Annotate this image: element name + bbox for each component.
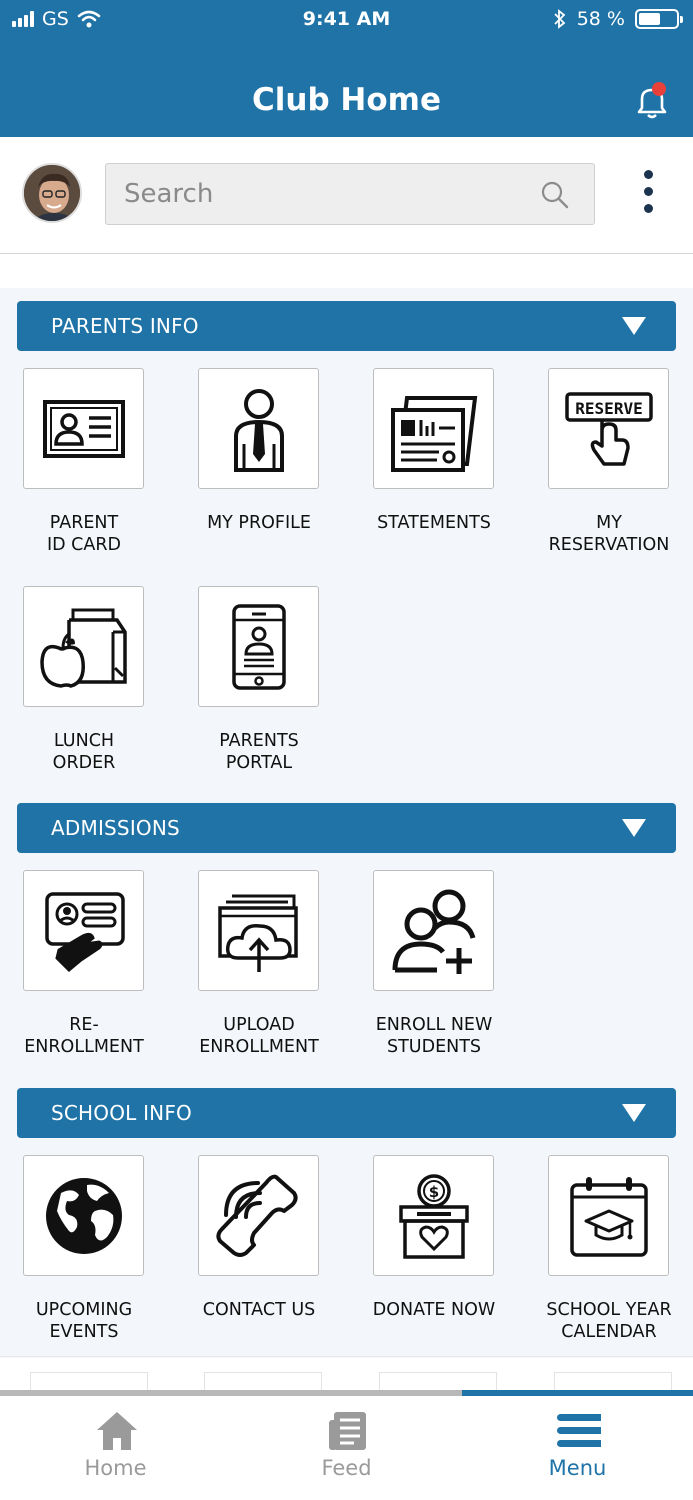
status-bar xyxy=(0,0,693,40)
tile-peek xyxy=(204,1372,322,1392)
caret-down-icon xyxy=(622,317,646,335)
avatar[interactable] xyxy=(22,163,82,223)
more-options-button[interactable] xyxy=(636,170,660,220)
section-header-school-info[interactable] xyxy=(17,1088,676,1138)
search-icon[interactable] xyxy=(540,180,570,210)
tile-peek xyxy=(554,1372,672,1392)
tile-label: LUNCH ORDER xyxy=(52,731,116,773)
tile-label: DONATE NOW xyxy=(372,1300,496,1320)
carrier-label: GS xyxy=(42,8,69,30)
tab-label: Menu xyxy=(548,1456,607,1480)
tile-label: SCHOOL YEAR CALENDAR xyxy=(546,1300,672,1342)
home-icon xyxy=(95,1408,139,1452)
section-header-admissions[interactable] xyxy=(17,803,676,853)
tab-menu[interactable] xyxy=(462,1396,693,1500)
search-box xyxy=(105,163,595,225)
notification-badge xyxy=(652,82,666,96)
tile-label: STATEMENTS xyxy=(377,513,491,533)
tile-label: PARENTS PORTAL xyxy=(219,731,299,773)
battery-percent: 58 % xyxy=(576,8,625,30)
id-card-icon xyxy=(39,384,129,474)
bluetooth-icon xyxy=(553,9,567,29)
tile-label: RE- ENROLLMENT xyxy=(24,1015,144,1057)
globe-icon xyxy=(39,1171,129,1261)
section-title: SCHOOL INFO xyxy=(51,1101,192,1125)
caret-down-icon xyxy=(622,819,646,837)
reserve-icon xyxy=(564,384,654,474)
phone-profile-icon xyxy=(214,602,304,692)
status-time: 9:41 AM xyxy=(302,8,391,30)
tab-label: Feed xyxy=(321,1456,372,1480)
svg-text:$: $ xyxy=(428,1183,440,1201)
section-title: ADMISSIONS xyxy=(51,816,180,840)
lunch-bag-icon xyxy=(39,602,129,692)
tab-feed[interactable] xyxy=(231,1396,462,1500)
tile-label: MY PROFILE xyxy=(207,513,311,533)
menu-content xyxy=(0,288,693,1358)
donation-box-icon xyxy=(389,1171,479,1261)
card-tap-icon xyxy=(39,886,129,976)
page-title: Club Home xyxy=(252,82,441,118)
tile-label: PARENT ID CARD xyxy=(46,513,122,555)
tile-peek xyxy=(30,1372,148,1392)
feed-icon xyxy=(326,1408,370,1452)
search-input[interactable] xyxy=(124,164,524,224)
notifications-button[interactable] xyxy=(636,84,668,120)
section-header-parents-info[interactable] xyxy=(17,301,676,351)
caret-down-icon xyxy=(622,1104,646,1122)
tile-label: CONTACT US xyxy=(202,1300,316,1320)
menu-icon xyxy=(557,1408,601,1452)
person-tie-icon xyxy=(214,384,304,474)
tab-home[interactable] xyxy=(0,1396,231,1500)
battery-icon xyxy=(635,9,679,29)
app-header xyxy=(0,0,693,137)
cloud-upload-icon xyxy=(214,886,304,976)
tile-peek xyxy=(379,1372,497,1392)
calendar-cap-icon xyxy=(564,1171,654,1261)
tile-label: ENROLL NEW STUDENTS xyxy=(375,1015,493,1057)
tile-label: UPLOAD ENROLLMENT xyxy=(199,1015,319,1057)
document-icon xyxy=(389,384,479,474)
section-title: PARENTS INFO xyxy=(51,314,199,338)
search-row xyxy=(0,137,693,254)
tile-label: UPCOMING EVENTS xyxy=(35,1300,133,1342)
tile-label: MY RESERVATION xyxy=(548,513,670,555)
tab-label: Home xyxy=(84,1456,147,1480)
bottom-nav xyxy=(0,1396,693,1500)
reserve-icon-text: RESERVE xyxy=(575,399,643,418)
divider xyxy=(0,1356,693,1357)
add-users-icon xyxy=(389,886,479,976)
phone-icon xyxy=(214,1171,304,1261)
